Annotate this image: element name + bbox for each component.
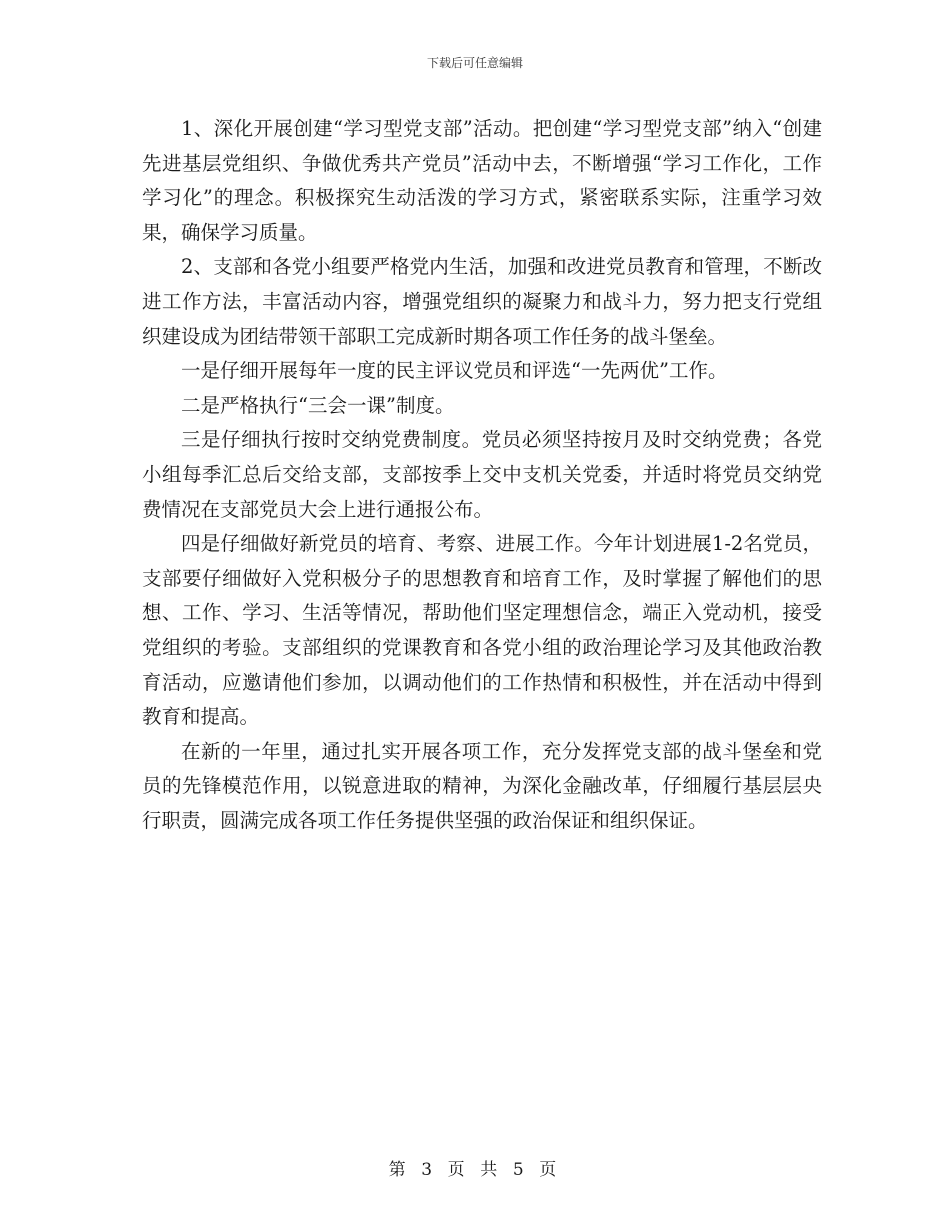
paragraph-7: 在新的一年里，通过扎实开展各项工作，充分发挥党支部的战斗堡垒和党员的先锋模范作用，以锐意进取的精神，为深化金融改革，仔细履行基层层央行职责，圆满完成各项工作任务提供坚强的政治保证和组织保证。: [142, 739, 822, 832]
paragraph-3: 一是仔细开展每年一度的民主评议党员和评选“一先两优”工作。: [181, 359, 728, 383]
paragraph-4: 二是严格执行“三会一课”制度。: [181, 393, 455, 417]
page-header-note: 下载后可任意编辑: [426, 56, 523, 70]
paragraph-2: 2、支部和各党小组要严格党内生活，加强和改进党员教育和管理，不断改进工作方法，丰富活动内容，增强党组织的凝聚力和战斗力，努力把支行党组织建设成为团结带领干部职工完成新时期各项工作任务的战斗堡垒。: [142, 255, 822, 348]
page-number-footer: 第 3 页 共 5 页: [388, 1160, 562, 1180]
paragraph-1: 1、深化开展创建“学习型党支部”活动。把创建“学习型党支部”纳入“创建先进基层党组织、争做优秀共产党员”活动中去，不断增强“学习工作化，工作学习化”的理念。积极探究生动活泼的学习方式，紧密联系实际，注重学习效果，确保学习质量。: [142, 117, 822, 244]
document-body: [142, 112, 822, 838]
paragraph-6: 四是仔细做好新党员的培育、考察、进展工作。今年计划进展1-2名党员，支部要仔细做好入党积极分子的思想教育和培育工作，及时掌握了解他们的思想、工作、学习、生活等情况，帮助他们坚定理想信念，端正入党动机，接受党组织的考验。支部组织的党课教育和各党小组的政治理论学习及其他政治教育活动，应邀请他们参加，以调动他们的工作热情和积极性，并在活动中得到教育和提高。: [142, 532, 822, 729]
paragraph-5: 三是仔细执行按时交纳党费制度。党员必须坚持按月及时交纳党费；各党小组每季汇总后交给支部，支部按季上交中支机关党委，并适时将党员交纳党费情况在支部党员大会上进行通报公布。: [142, 428, 822, 521]
